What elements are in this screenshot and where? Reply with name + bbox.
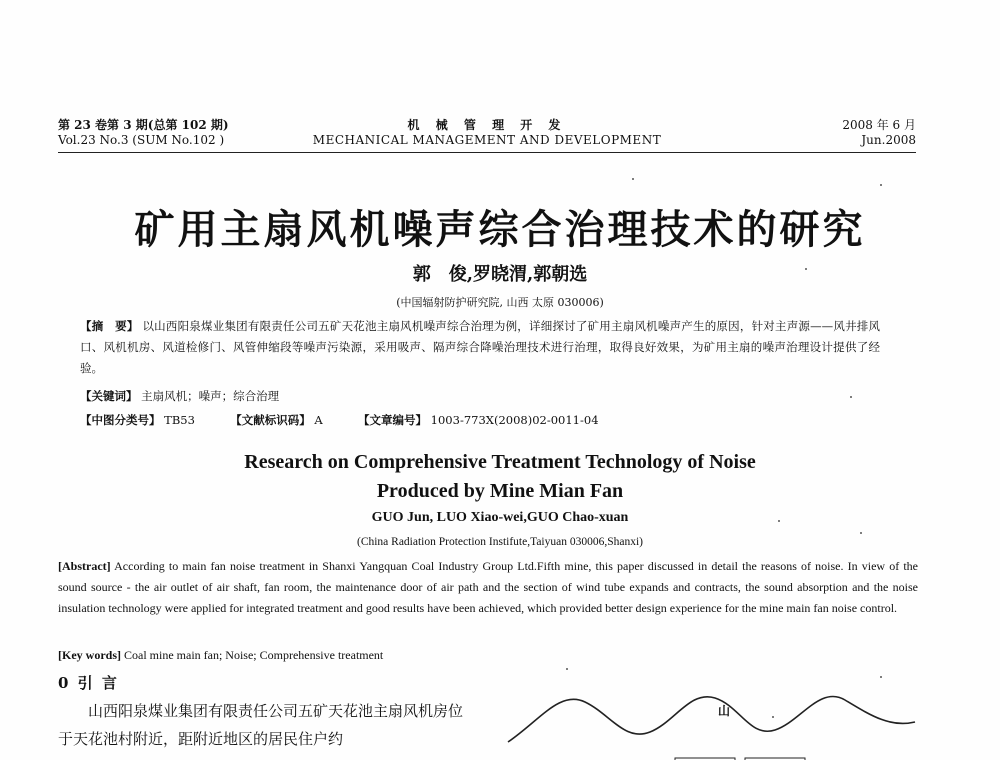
- journal-header: [58, 112, 916, 153]
- scan-speck: [632, 178, 634, 180]
- scan-speck: [850, 396, 852, 398]
- abstract-en-label: [Abstract]: [58, 559, 111, 573]
- classification-line: [80, 412, 599, 428]
- issue-info-en: Vol.23 No.3 (SUM No.102 ): [58, 133, 225, 147]
- issue-date-en: Jun.2008: [861, 133, 916, 147]
- scan-speck: [778, 520, 780, 522]
- figure-label-mountain: 山: [718, 704, 731, 718]
- paper-title-en-line1: Research on Comprehensive Treatment Technology of Noise: [244, 451, 756, 473]
- clc-value: TB53: [164, 413, 195, 427]
- keywords-cn: [80, 388, 279, 404]
- section-heading-introduction: 0 引 言: [58, 674, 119, 692]
- scan-speck: [880, 184, 882, 186]
- affiliation-en: (China Radiation Protection Instifute,Taiyuan 030006,Shanxi): [356, 536, 643, 548]
- doc-code-value: A: [314, 413, 323, 427]
- scan-speck: [880, 676, 882, 678]
- abstract-en: [58, 556, 918, 619]
- issue-date-cn: 2008 年 6 月: [842, 118, 916, 132]
- keywords-cn-text: 主扇风机；噪声；综合治理: [141, 389, 280, 403]
- authors-cn: 郭 俊,罗晓渭,郭朝选: [412, 264, 588, 285]
- scan-speck: [772, 716, 774, 718]
- authors-en: GUO Jun, LUO Xiao-wei,GUO Chao-xuan: [371, 510, 629, 525]
- abstract-en-text: According to main fan noise treatment in Shanxi Yangquan Coal Industry Group Ltd.Fifth mine, this paper discussed in detail the reasons of noise. In view of the sound source - the air outlet of air shaft, fan room, the maintenance door of air path and the section of wind tube expands and contracts, the sound absorption and the noise insulation technology were applied for integrated treatment and good results have been achieved, which provided better design experience for the mine main fan noise control.: [58, 559, 918, 615]
- paper-title-cn: 矿用主扇风机噪声综合治理技术的研究: [134, 206, 866, 253]
- scan-speck: [566, 668, 568, 670]
- issue-info-cn: 第 23 卷第 3 期(总第 102 期): [58, 118, 229, 132]
- introduction-body: 山西阳泉煤业集团有限责任公司五矿天花池主扇风机房位于天花池村附近，距附近地区的居民住户约: [58, 702, 464, 748]
- terrain-figure: [500, 680, 920, 760]
- mountain-outline: [508, 696, 915, 742]
- paper-title-en-line2: Produced by Mine Mian Fan: [376, 480, 624, 502]
- article-number-value: 1003-773X(2008)02-0011-04: [430, 413, 599, 427]
- scan-speck: [805, 268, 807, 270]
- scan-speck: [860, 532, 862, 534]
- doc-code-label: 【文献标识码】: [230, 413, 311, 427]
- keywords-en: [58, 648, 383, 663]
- abstract-cn: [80, 316, 880, 379]
- journal-name-en: MECHANICAL MANAGEMENT AND DEVELOPMENT: [312, 133, 662, 147]
- keywords-cn-label: 【关键词】: [80, 389, 138, 403]
- affiliation-cn: (中国辐射防护研究院, 山西 太原 030006): [396, 296, 604, 309]
- abstract-cn-label: 【摘 要】: [80, 319, 139, 333]
- journal-name-cn: 机 械 管 理 开 发: [407, 118, 567, 132]
- keywords-en-label: [Key words]: [58, 648, 121, 662]
- paper-title-en: [0, 448, 1000, 506]
- abstract-cn-text: 以山西阳泉煤业集团有限责任公司五矿天花池主扇风机噪声综合治理为例，详细探讨了矿用主扇风机噪声产生的原因，针对主声源——风井排风口、风机机房、风道检修门、风管伸缩段等噪声污染源，采用吸声、隔声综合降噪治理技术进行治理，取得良好效果，为矿用主扇的噪声治理设计提供了经验。: [80, 319, 881, 375]
- clc-label: 【中图分类号】: [80, 413, 161, 427]
- article-number-label: 【文章编号】: [358, 413, 428, 427]
- keywords-en-text: Coal mine main fan; Noise; Comprehensive treatment: [124, 648, 384, 662]
